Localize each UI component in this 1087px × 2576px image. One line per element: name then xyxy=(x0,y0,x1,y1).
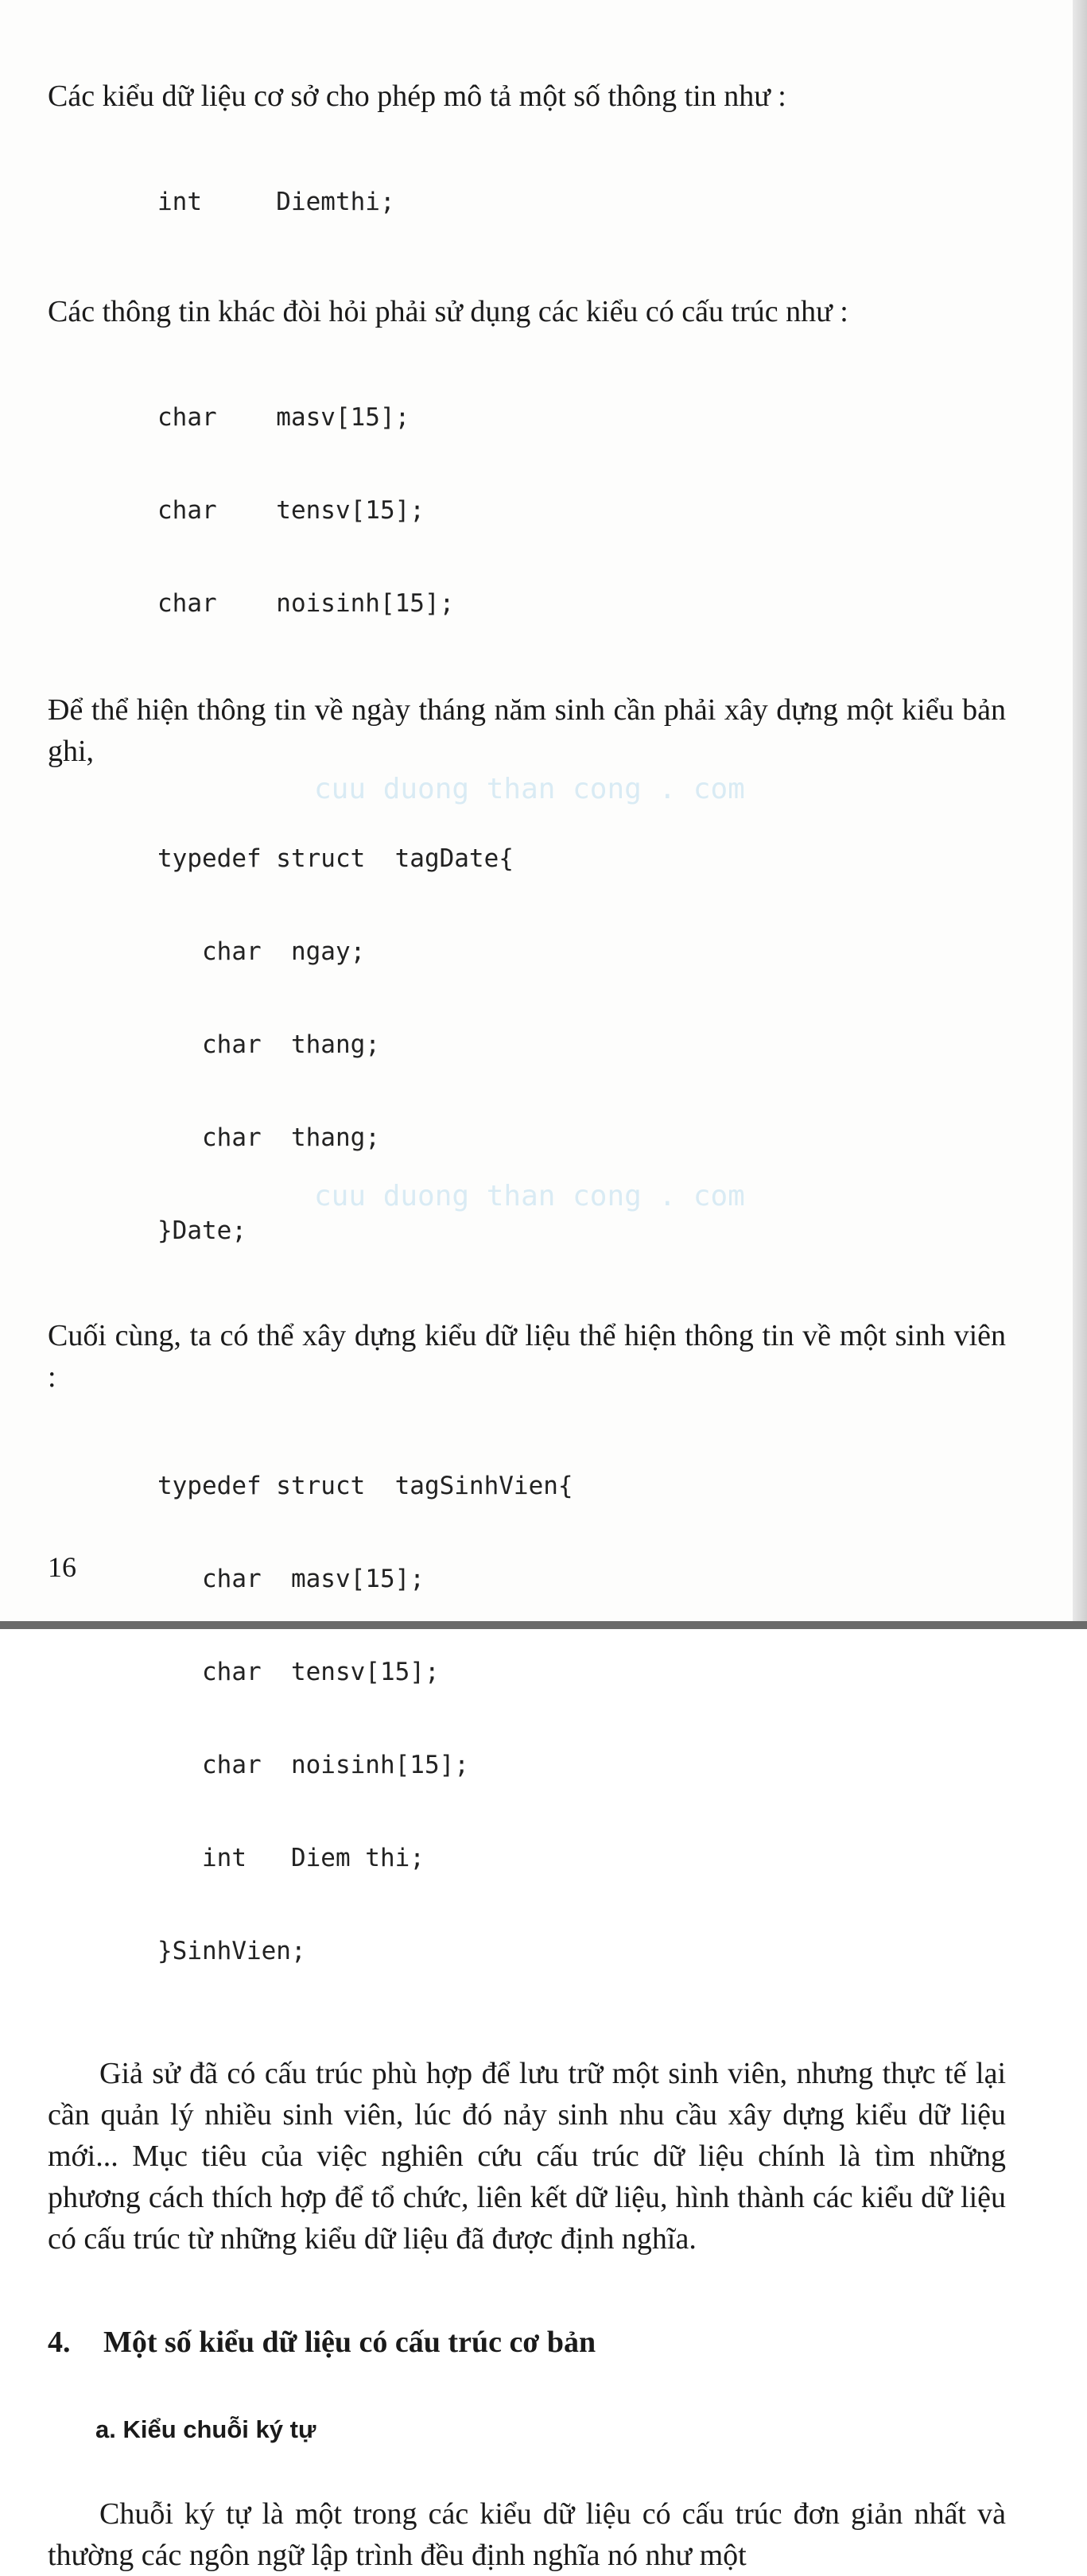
paragraph-basic-types: Các kiểu dữ liệu cơ sở cho phép mô tả một số thông tin như : xyxy=(48,80,786,113)
paragraph-string-type: Chuỗi ký tự là một trong các kiểu dữ liệu có cấu trúc đơn giản nhất và thường các ngôn ngữ lập trình đều định nghĩa nó như một xyxy=(48,2497,1006,2572)
section-number: 4. xyxy=(48,2326,71,2359)
code-line: char noisinh[15]; xyxy=(157,589,455,618)
paragraph-date-record: Để thể hiện thông tin về ngày tháng năm sinh cần phải xây dựng một kiểu bản ghi, xyxy=(48,693,1006,768)
code-line: typedef struct tagSinhVien{ xyxy=(157,1472,573,1500)
code-line: char tensv[15]; xyxy=(157,496,425,525)
code-line: char tensv[15]; xyxy=(157,1658,440,1686)
subsection-heading: a. Kiểu chuỗi ký tự xyxy=(95,2415,316,2443)
code-line: typedef struct tagDate{ xyxy=(157,844,514,873)
code-line: char thang; xyxy=(157,1123,380,1152)
code-line: }Date; xyxy=(157,1216,247,1245)
paragraph-structured-types: Các thông tin khác đòi hỏi phải sử dụng các kiểu có cấu trúc như : xyxy=(48,295,848,328)
watermark-text: cuu duong than cong . com xyxy=(314,1180,745,1212)
section-heading xyxy=(48,2325,1006,2360)
section-title: Một số kiểu dữ liệu có cấu trúc cơ bản xyxy=(103,2326,596,2359)
code-block-char-fields xyxy=(48,340,1006,681)
paragraph-student-type: Cuối cùng, ta có thể xây dựng kiểu dữ liệu thể hiện thông tin về một sinh viên : xyxy=(48,1319,1006,1394)
code-block-student-struct xyxy=(48,1409,1006,2029)
page-bottom-edge xyxy=(0,1621,1087,1629)
code-line: char thang; xyxy=(157,1030,380,1059)
code-line: char masv[15]; xyxy=(157,403,410,432)
code-block-int xyxy=(48,125,1006,280)
page-content xyxy=(48,76,1006,2576)
page-edge-shadow xyxy=(1073,0,1087,1629)
code-block-date-struct xyxy=(48,782,1006,1309)
code-line: char masv[15]; xyxy=(157,1565,425,1593)
code-line: int Diemthi; xyxy=(157,188,395,216)
code-line: char noisinh[15]; xyxy=(157,1751,469,1779)
code-line: char ngay; xyxy=(157,937,366,966)
code-line: int Diem thi; xyxy=(157,1844,425,1872)
watermark-text: cuu duong than cong . com xyxy=(314,773,745,805)
code-line: }SinhVien; xyxy=(157,1937,306,1965)
page-number: 16 xyxy=(48,1551,76,1583)
paragraph-data-structure-goal: Giả sử đã có cấu trúc phù hợp để lưu trữ một sinh viên, nhưng thực tế lại cần quản lý nhiều sinh viên, lúc đó nảy sinh nhu cầu xây dựng kiểu dữ liệu mới... Mục tiêu của việc nghiên cứu cấu trúc dữ liệu chính là tìm những phương cách thích hợp để tổ chức, liên kết dữ liệu, hình thành các kiểu dữ liệu có cấu trúc từ những kiểu dữ liệu đã được định nghĩa. xyxy=(48,2057,1006,2256)
